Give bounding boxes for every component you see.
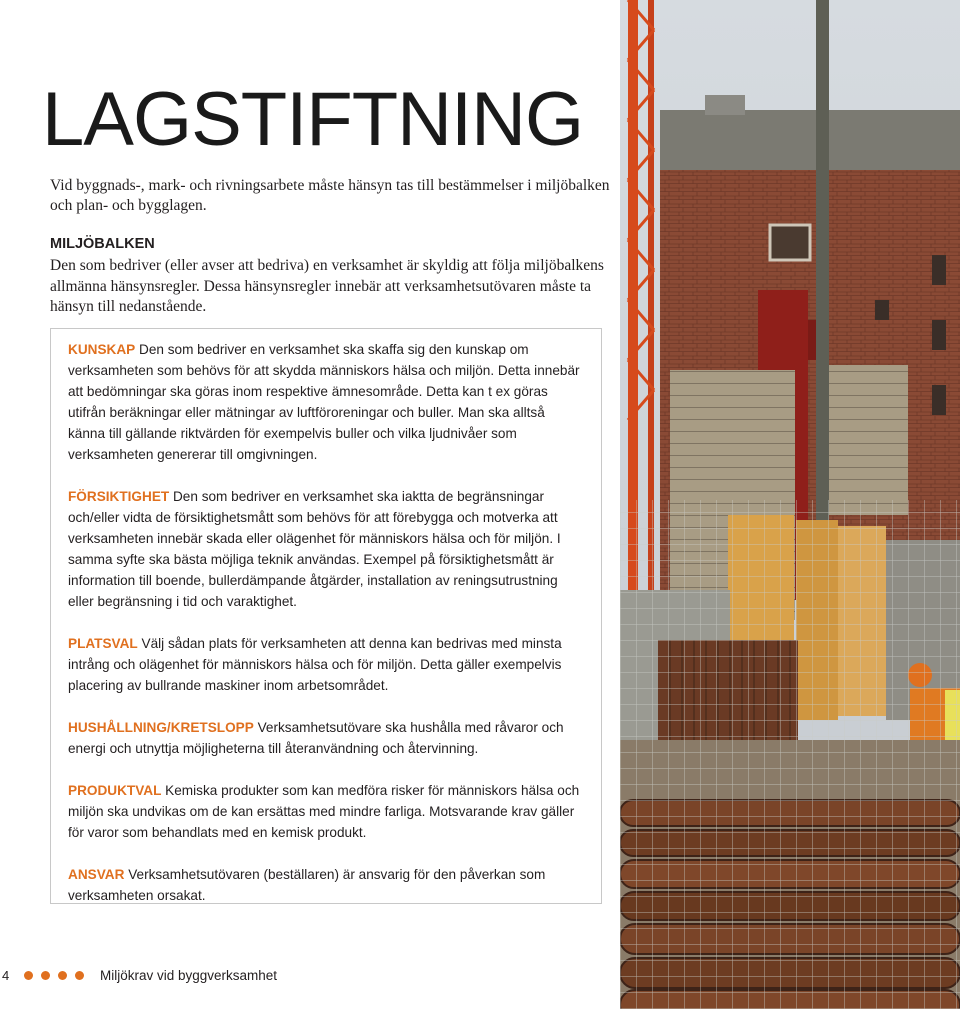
rule-kunskap (68, 339, 583, 465)
rule-hushallning (68, 717, 583, 759)
rule-text: Den som bedriver en verksamhet ska skaffa sig den kunskap om verksamheten som behövs för att skydda människors hälsa och miljön. Detta innebär att bedömningar ska göras inom respektive ämnesområde. Detta kan t ex göras utifrån beräkningar eller mätningar av luftföroreningar och buller. Man ska alltså känna till gällande riktvärden för exempelvis buller och vilka ljudnivåer som verksamheten genererar till omgivningen. (68, 342, 580, 462)
footer-title: Miljökrav vid byggverksamhet (100, 967, 278, 983)
section-body: Den som bedriver (eller avser att bedriva) en verksamhet är skyldig att följa miljöbalkens allmänna hänsynsregler. Dessa hänsynsregler innebär att verksamhetsutövaren måste ta hänsyn till nedanstående. (50, 257, 604, 315)
rule-platsval (68, 633, 583, 696)
construction-site-photo (620, 0, 960, 1009)
rule-label: PRODUKTVAL (68, 783, 162, 798)
rules-box (50, 328, 602, 904)
page-title: LAGSTIFTNING (42, 77, 584, 162)
rule-label: FÖRSIKTIGHET (68, 489, 170, 504)
section-heading: MILJÖBALKEN (50, 236, 155, 252)
rule-label: KUNSKAP (68, 342, 136, 357)
rule-label: ANSVAR (68, 867, 125, 882)
rule-forsiktighet (68, 486, 583, 612)
rule-text: Välj sådan plats för verksamheten att denna kan bedrivas med minsta intrång och olägenhet för människors hälsa och för miljön. Detta gäller exempelvis placering av bullrande maskiner inom arbetsområdet. (68, 636, 562, 693)
intro-paragraph: Vid byggnads-, mark- och rivningsarbete måste hänsyn tas till bestämmelser i miljöbalken och plan- och bygglagen. (50, 177, 610, 214)
page-number: 4 (2, 967, 10, 983)
rule-text: Kemiska produkter som kan medföra risker för människors hälsa och miljön ska undvikas om de kan ersättas med mindre farliga. Motsvarande krav gäller för varor som behandlats med en kemisk produkt. (68, 783, 580, 840)
rule-ansvar (68, 864, 583, 906)
bullet-dot (58, 971, 67, 980)
bullet-dot (24, 971, 33, 980)
rule-text: Verksamhetsutövare ska hushålla med råvaror och energi och utnyttja möjligheterna till återanvändning och återvinning. (68, 720, 564, 756)
rule-produktval (68, 780, 583, 843)
page-footer (0, 964, 277, 986)
bullet-dot (41, 971, 50, 980)
rule-text: Verksamhetsutövaren (beställaren) är ansvarig för den påverkan som verksamheten orsakat. (68, 867, 546, 903)
rule-label: PLATSVAL (68, 636, 138, 651)
rule-text: Den som bedriver en verksamhet ska iaktta de begränsningar och/eller vidta de försiktighetsmått som behövs för att förebygga och motverka att verksamheten innebär skada eller olägenhet för människors hälsa och för miljön. I samma syfte ska bästa möjliga teknik användas. Exempel på försiktighetsmått är information till boende, bullerdämpande åtgärder, installation av reningsutrustning eller begränsning i tid och varaktighet. (68, 489, 561, 609)
bullet-dot (75, 971, 84, 980)
rule-label: HUSHÅLLNING/KRETSLOPP (68, 720, 254, 735)
